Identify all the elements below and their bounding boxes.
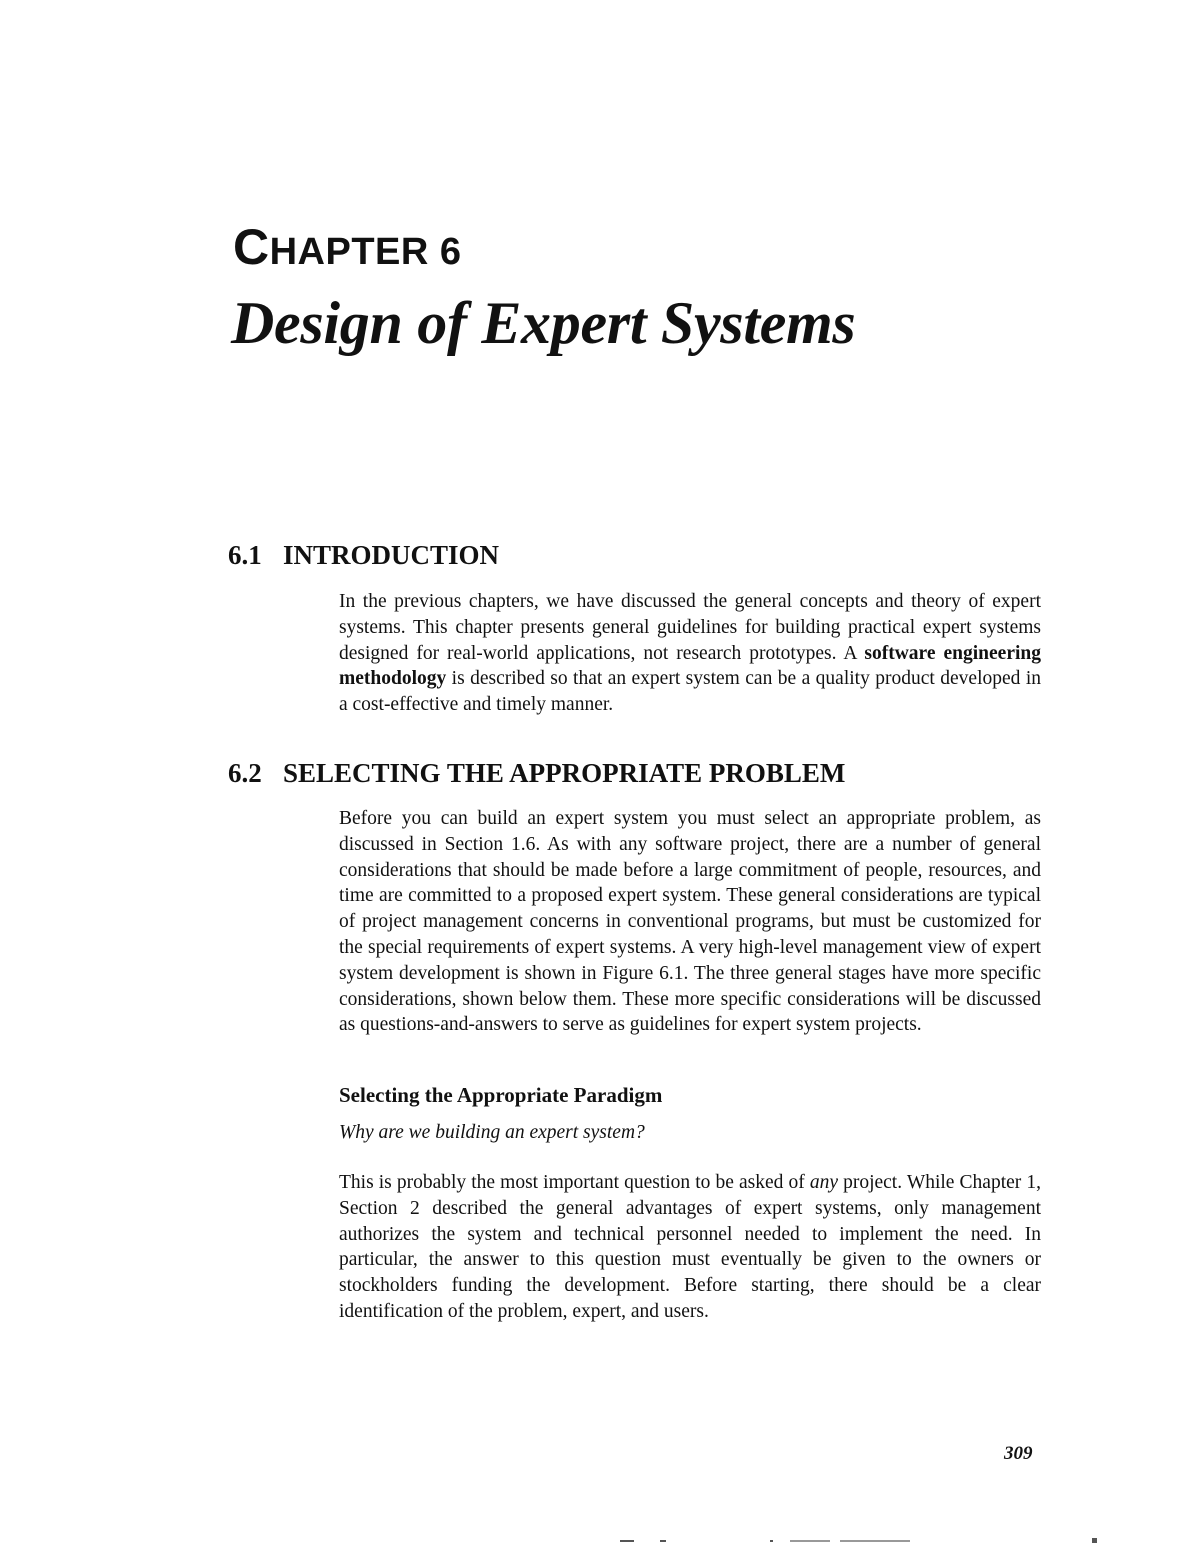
italic-word: any (809, 1172, 838, 1193)
scan-artifacts (620, 1538, 1100, 1544)
section-title: SELECTING THE APPROPRIATE PROBLEM (283, 758, 846, 788)
section-heading-selecting-problem (228, 760, 845, 787)
chapter-label-initial: C (233, 219, 270, 275)
paragraph-text: project. While Chapter 1, Section 2 described the general advantages of expert systems, only management authorizes the system and technical personnel needed to implement the need. In particular, the answer to this question must eventually be given to the owners or stockholders funding the development. Before starting, there should be a clear identification of the problem, expert, and users. (339, 1172, 1041, 1322)
section-title: INTRODUCTION (283, 540, 500, 570)
paragraph-text: is described so that an expert system can be a quality product developed in a cost-effective and timely manner. (339, 668, 1041, 716)
section-number: 6.2 (228, 758, 262, 788)
scan-speck (1092, 1538, 1097, 1543)
chapter-label-rest: HAPTER 6 (269, 231, 462, 273)
scan-speck (840, 1540, 910, 1542)
chapter-title: Design of Expert Systems (231, 290, 856, 356)
introduction-paragraph (339, 589, 1041, 718)
paragraph-text: In the previous chapters, we have discussed the general concepts and theory of expert systems. This chapter presents general guidelines for building practical expert systems designed for real-world applications, not research prototypes. A (339, 591, 1041, 664)
bold-term: software engineering methodology (339, 642, 1042, 690)
paradigm-paragraph (339, 1170, 1041, 1325)
subsection-heading: Selecting the Appropriate Paradigm (339, 1083, 663, 1107)
scan-speck (770, 1540, 773, 1542)
page-number: 309 (1004, 1443, 1033, 1464)
subsection-question: Why are we building an expert system? (339, 1122, 645, 1143)
scan-speck (790, 1540, 830, 1542)
paragraph-text: This is probably the most important question to be asked of (339, 1172, 810, 1193)
scan-speck (660, 1540, 666, 1542)
scan-speck (620, 1540, 634, 1542)
chapter-label (233, 219, 462, 275)
selecting-problem-paragraph: Before you can build an expert system you must select an appropriate problem, as discussed in Section 1.6. As with any software project, there are a number of general considerations that should be made before a large commitment of people, resources, and time are committed to a proposed expert system. These general considerations are typical of project management concerns in conventional programs, but must be customized for the special requirements of expert systems. A very high-level management view of expert system development is shown in Figure 6.1. The three general stages have more specific considerations, shown below them. These more specific considerations will be discussed as questions-and-answers to serve as guidelines for expert system projects. (339, 808, 1041, 1036)
section-heading-introduction (228, 542, 499, 569)
section-number: 6.1 (228, 540, 262, 570)
